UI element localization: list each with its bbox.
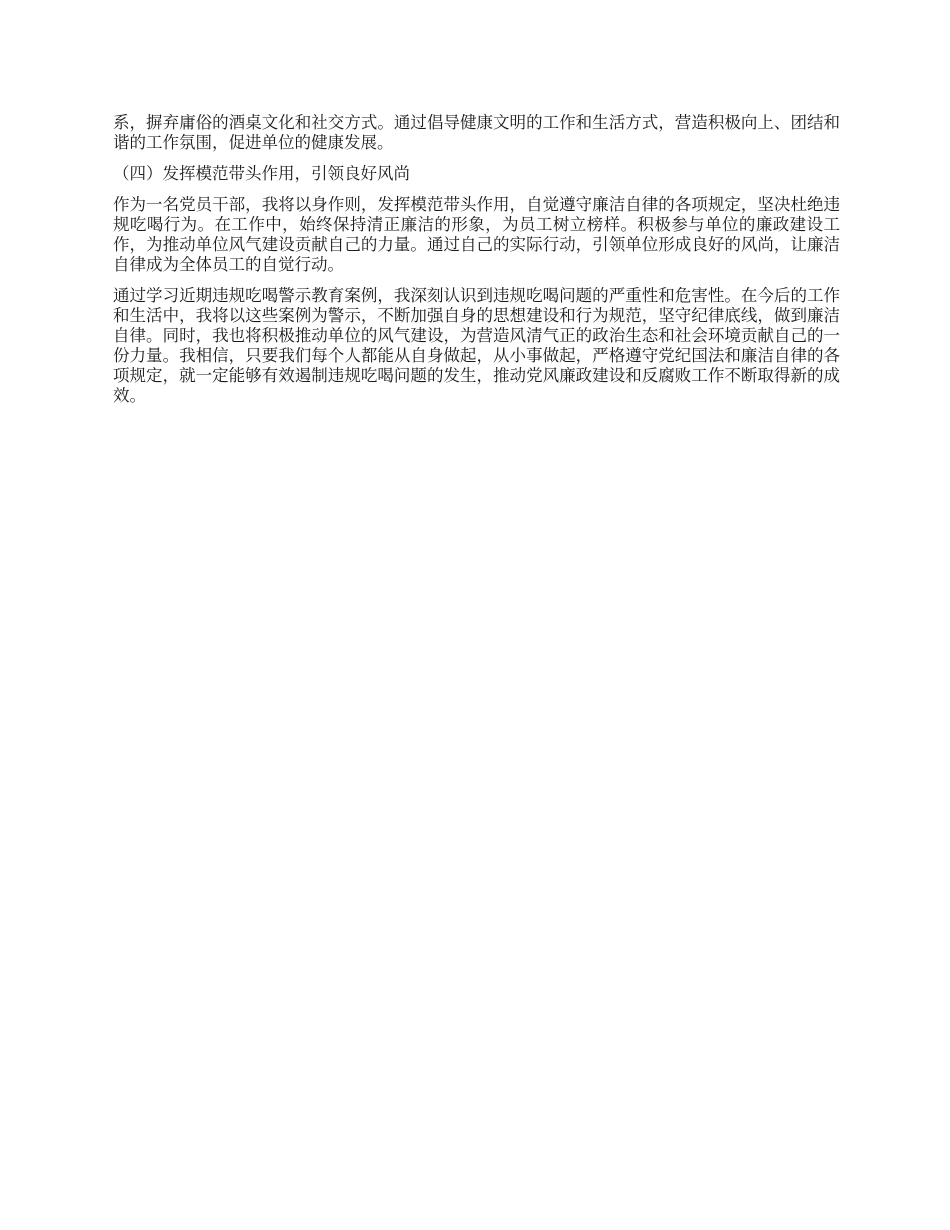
paragraph-role-model: 作为一名党员干部，我将以身作则，发挥模范带头作用，自觉遵守廉洁自律的各项规定，坚决杜绝违规吃喝行为。在工作中，始终保持清正廉洁的形象，为员工树立榜样。积极参与单位的廉政建设工作，为推动单位风气建设贡献自己的力量。通过自己的实际行动，引领单位形成良好的风尚，让廉洁自律成为全体员工的自觉行动。 bbox=[113, 195, 840, 274]
section-heading: （四）发挥模范带头作用，引领良好风尚 bbox=[113, 164, 410, 183]
document-body bbox=[113, 113, 840, 417]
paragraph-conclusion: 通过学习近期违规吃喝警示教育案例，我深刻认识到违规吃喝问题的严重性和危害性。在今后的工作和生活中，我将以这些案例为警示，不断加强自身的思想建设和行为规范，坚守纪律底线，做到廉洁自律。同时，我也将积极推动单位的风气建设，为营造风清气正的政治生态和社会环境贡献自己的一份力量。我相信，只要我们每个人都能从自身做起，从小事做起，严格遵守党纪国法和廉洁自律的各项规定，就一定能够有效遏制违规吃喝问题的发生，推动党风廉政建设和反腐败工作不断取得新的成效。 bbox=[113, 286, 840, 405]
paragraph-continuation: 系，摒弃庸俗的酒桌文化和社交方式。通过倡导健康文明的工作和生活方式，营造积极向上、团结和谐的工作氛围，促进单位的健康发展。 bbox=[113, 113, 840, 152]
